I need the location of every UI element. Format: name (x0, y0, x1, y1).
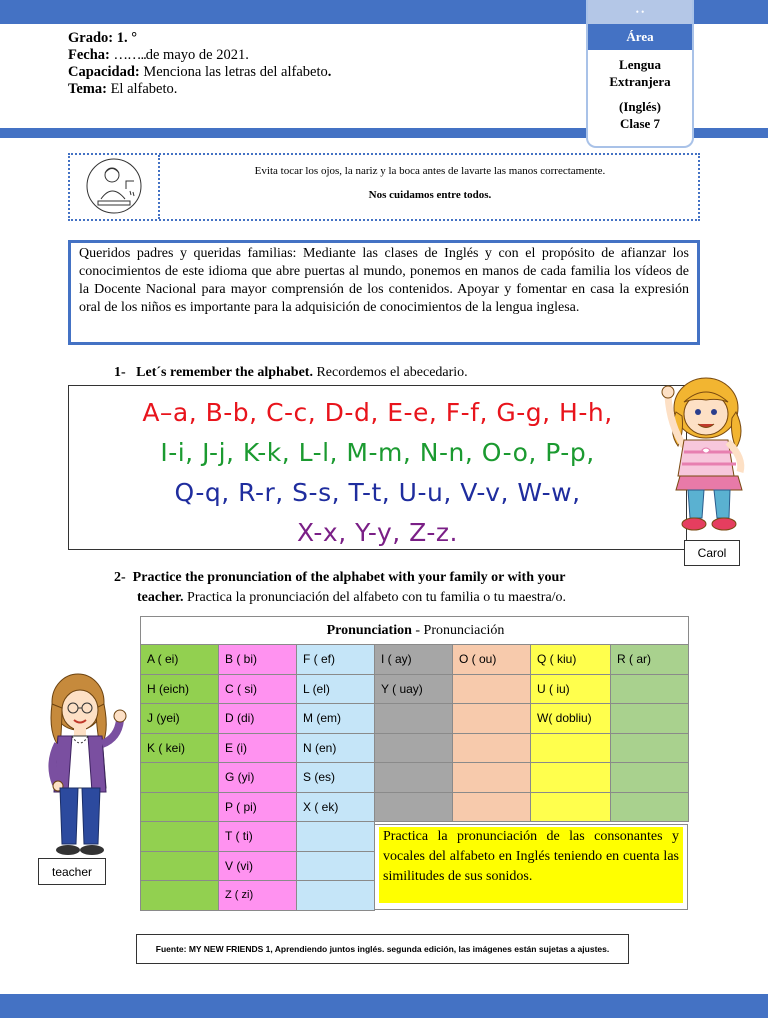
table-cell: J (yei) (141, 704, 219, 734)
carol-illustration (654, 368, 764, 536)
table-cell (611, 674, 689, 704)
grado-value: 1. ° (116, 30, 138, 46)
fecha-dots: …….. (113, 47, 146, 63)
table-cell (531, 763, 611, 793)
hygiene-notice (68, 153, 700, 221)
bottom-color-bar (0, 994, 768, 1018)
table-cell (453, 792, 531, 822)
section1-subtitle: Recordemos el abecedario. (316, 365, 468, 380)
section2-title-line1: Practice the pronunciation of the alphabet with your family or with your (132, 570, 566, 585)
area-clase: Clase 7 (619, 116, 661, 131)
teacher-waving-icon (34, 668, 132, 860)
table-cell: G (yi) (219, 763, 297, 793)
table-cell: A ( ei) (141, 645, 219, 675)
table-cell (375, 733, 453, 763)
table-cell: O ( ou) (453, 645, 531, 675)
section1-title: Let´s remember the alphabet. (136, 365, 313, 380)
table-cell (611, 792, 689, 822)
area-badge (586, 0, 694, 148)
table-row (141, 645, 689, 675)
handwashing-illustration (70, 155, 156, 219)
table-cell (375, 763, 453, 793)
practice-note: Practica la pronunciación de las consonantes y vocales del alfabeto en Inglés teniendo en cuenta las similitudes de sus sonidos. (379, 827, 683, 903)
header-info (68, 30, 331, 98)
capacidad-line (68, 64, 331, 81)
notice-line2: Nos cuidamos entre todos. (368, 189, 492, 201)
table-cell (297, 822, 375, 852)
teacher-label: teacher (38, 858, 106, 885)
table-cell: S (es) (297, 763, 375, 793)
section1-number: 1- (114, 365, 126, 380)
table-cell: Z ( zi) (219, 881, 297, 911)
table-cell: F ( ef) (297, 645, 375, 675)
section2-line2 (114, 588, 566, 608)
area-subject-line3: (Inglés) (619, 99, 661, 114)
table-cell (611, 704, 689, 734)
teacher-illustration (34, 668, 132, 860)
section1-heading (114, 365, 468, 381)
table-cell (531, 792, 611, 822)
table-cell (453, 704, 531, 734)
table-cell: W( dobliu) (531, 704, 611, 734)
table-row (141, 733, 689, 763)
girl-waving-icon (654, 368, 764, 536)
table-header-row (141, 617, 689, 645)
table-cell (531, 733, 611, 763)
section2-title-line2: teacher. (137, 590, 184, 605)
handwashing-icon (70, 155, 160, 219)
table-cell (453, 733, 531, 763)
table-cell: N (en) (297, 733, 375, 763)
area-subject (588, 56, 692, 90)
carol-label: Carol (684, 540, 740, 566)
fecha-line (68, 47, 331, 64)
alphabet-box (68, 385, 687, 550)
table-cell: X ( ek) (297, 792, 375, 822)
table-cell (611, 763, 689, 793)
table-row (141, 792, 689, 822)
section2-heading (114, 568, 566, 608)
capacidad-end: . (327, 64, 332, 80)
table-cell: E (i) (219, 733, 297, 763)
fecha-label: Fecha: (68, 47, 110, 63)
table-row (141, 674, 689, 704)
table-cell: P ( pi) (219, 792, 297, 822)
area-title: Área (588, 24, 692, 50)
table-cell: C ( si) (219, 674, 297, 704)
section2-line1 (114, 568, 566, 588)
alphabet-line2: I-i, J-j, K-k, L-l, M-m, N-n, O-o, P-p, (160, 438, 595, 467)
table-cell (141, 851, 219, 881)
area-cap: • • (588, 0, 692, 24)
table-cell: I ( ay) (375, 645, 453, 675)
table-cell (141, 763, 219, 793)
grado-line (68, 30, 331, 47)
table-header (141, 617, 689, 645)
table-cell: Q ( kiu) (531, 645, 611, 675)
capacidad-label: Capacidad: (68, 64, 140, 80)
table-row (141, 763, 689, 793)
table-row (141, 704, 689, 734)
source-citation: Fuente: MY NEW FRIENDS 1, Aprendiendo juntos inglés. segunda edición, las imágenes están sujetas a ajustes. (136, 934, 629, 964)
table-cell: D (di) (219, 704, 297, 734)
table-cell (141, 822, 219, 852)
table-cell (375, 792, 453, 822)
alphabet-line4: X-x, Y-y, Z-z. (297, 518, 458, 547)
section2-subtitle: Practica la pronunciación del alfabeto con tu familia o tu maestra/o. (187, 590, 567, 605)
table-cell (297, 851, 375, 881)
capacidad-value: Menciona las letras del alfabeto (143, 64, 328, 80)
parents-message: Queridos padres y queridas familias: Mediante las clases de Inglés y con el propósito de afianzar los conocimientos de este idioma que abre puertas al mundo, ponemos en manos de cada familia los vídeos de la Docente Nacional para mayor comprensión de los contenidos. Apoyar y fomentar en casa la expresión oral de los niños es importante para la adquisición de conocimientos de la lengua inglesa. (68, 240, 700, 345)
table-cell: H (eich) (141, 674, 219, 704)
tema-line (68, 81, 331, 98)
grado-label: Grado: (68, 30, 114, 46)
table-cell: R ( ar) (611, 645, 689, 675)
table-cell (611, 733, 689, 763)
table-cell (453, 763, 531, 793)
section2-number: 2- (114, 570, 126, 585)
practice-note-box (374, 824, 688, 910)
area-subject-line2: Extranjera (609, 74, 671, 89)
table-cell: T ( ti) (219, 822, 297, 852)
alphabet-line3: Q-q, R-r, S-s, T-t, U-u, V-v, W-w, (174, 478, 581, 507)
table-header-rest: - Pronunciación (411, 622, 505, 638)
table-cell (375, 704, 453, 734)
table-cell: V (vi) (219, 851, 297, 881)
tema-value: El alfabeto. (110, 81, 178, 97)
notice-line1: Evita tocar los ojos, la nariz y la boca antes de lavarte las manos correctamente. (254, 165, 606, 177)
table-cell: Y ( uay) (375, 674, 453, 704)
table-cell: L (el) (297, 674, 375, 704)
table-cell (453, 674, 531, 704)
table-cell (141, 881, 219, 911)
fecha-value: de mayo de 2021. (145, 47, 249, 63)
table-cell (141, 792, 219, 822)
tema-label: Tema: (68, 81, 107, 97)
table-cell: K ( kei) (141, 733, 219, 763)
table-cell: B ( bi) (219, 645, 297, 675)
area-subject-line1: Lengua (619, 57, 661, 72)
table-cell: M (em) (297, 704, 375, 734)
table-cell (297, 881, 375, 911)
table-cell: U ( iu) (531, 674, 611, 704)
table-header-bold: Pronunciation (326, 622, 412, 638)
area-class (588, 98, 692, 132)
alphabet-line1: A–a, B-b, C-c, D-d, E-e, F-f, G-g, H-h, (142, 398, 613, 427)
